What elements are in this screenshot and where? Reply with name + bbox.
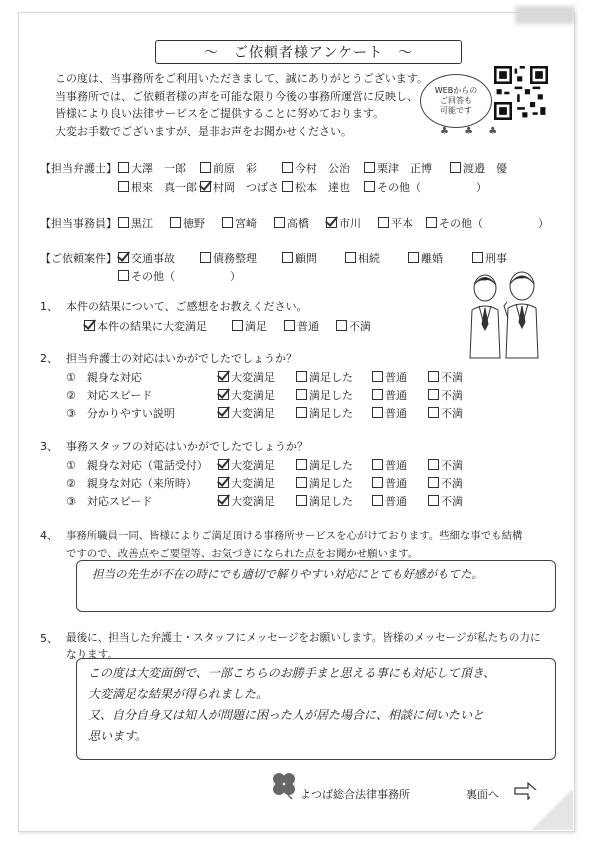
checkbox-icon[interactable]: [428, 459, 439, 470]
q3-row: ③ 対応スピード 大変満足 満足した 普通 不満: [66, 495, 463, 508]
checkbox-icon[interactable]: [274, 217, 285, 228]
question-5-text: なります。: [66, 649, 119, 661]
q3-option[interactable]: 不満: [428, 475, 463, 491]
checked-checkbox-icon[interactable]: [218, 477, 229, 488]
title-text: ～ ご依頼者様アンケート ～: [203, 45, 414, 61]
q2-option[interactable]: 普通: [372, 387, 407, 403]
checkbox-icon[interactable]: [296, 477, 307, 488]
staff-option[interactable]: 徳野: [170, 215, 205, 231]
q1-option[interactable]: 本件の結果に大変満足: [84, 318, 207, 334]
staff-row: [40, 215, 549, 231]
web-answer-bubble: [420, 74, 492, 128]
checkbox-icon[interactable]: [118, 181, 129, 192]
lawyer-option[interactable]: その他（ ）: [364, 179, 487, 195]
checkbox-icon[interactable]: [118, 270, 129, 281]
case-option[interactable]: 債務整理: [200, 250, 257, 266]
bubble-line: WEBからの: [434, 86, 478, 95]
checkbox-icon[interactable]: [372, 389, 383, 400]
checked-checkbox-icon[interactable]: [218, 407, 229, 418]
q2-row: ① 親身な対応 大変満足 満足した 普通 不満: [66, 371, 463, 384]
lawyer-option[interactable]: 村岡 つばさ: [200, 179, 279, 195]
clover-logo-icon: [270, 770, 298, 800]
checkbox-icon[interactable]: [428, 477, 439, 488]
checked-checkbox-icon[interactable]: [218, 371, 229, 382]
checkbox-icon[interactable]: [378, 217, 389, 228]
bubble-line: 可能です: [440, 106, 472, 115]
checkbox-icon[interactable]: [372, 477, 383, 488]
checked-checkbox-icon[interactable]: [218, 389, 229, 400]
lawyer-option[interactable]: 前原 彩: [200, 160, 257, 176]
intro-line: この度は、当事務所をご利用いただきまして、誠にありがとうございます。: [55, 72, 428, 85]
q2-option[interactable]: 満足した: [296, 405, 353, 421]
q2-option[interactable]: 普通: [372, 405, 407, 421]
checkbox-icon[interactable]: [296, 371, 307, 382]
checkbox-icon[interactable]: [296, 407, 307, 418]
checkbox-icon[interactable]: [282, 162, 293, 173]
lawyer-option[interactable]: 大澤 一郎: [118, 160, 186, 176]
checkbox-icon[interactable]: [118, 217, 129, 228]
q3-option[interactable]: 満足した: [296, 493, 353, 509]
case-option[interactable]: 刑事: [472, 250, 507, 266]
checkbox-icon[interactable]: [345, 252, 356, 263]
checkbox-icon[interactable]: [428, 407, 439, 418]
checkbox-icon[interactable]: [200, 162, 211, 173]
checkbox-icon[interactable]: [428, 389, 439, 400]
checked-checkbox-icon[interactable]: [118, 252, 129, 263]
checkbox-icon[interactable]: [282, 252, 293, 263]
q1-option[interactable]: 普通: [284, 318, 319, 334]
question-5-handwritten-line: 思います。: [88, 729, 148, 743]
back-page-label: 裏面へ: [466, 788, 499, 801]
staff-option[interactable]: その他（ ）: [426, 215, 549, 231]
blurred-corner-mark: [515, 6, 575, 24]
q3-option[interactable]: 満足した: [296, 475, 353, 491]
question-5-handwritten-line: 又、自分自身又は知人が問題に困った人が居た場合に、相談に伺いたいと: [88, 708, 485, 722]
checkbox-icon[interactable]: [296, 495, 307, 506]
q2-option[interactable]: 大変満足: [218, 369, 275, 385]
checkbox-icon[interactable]: [336, 320, 347, 331]
q3-option[interactable]: 大変満足: [218, 475, 275, 491]
checked-checkbox-icon[interactable]: [84, 320, 95, 331]
office-name: よつば総合法律事務所: [300, 788, 410, 801]
question-5-handwritten-line: この度は大変面倒で、一部こちらのお勝手まと思える事にも対応して頂き、: [88, 666, 496, 680]
question-4-text: 事務所職員一同、皆様によりご満足頂ける事務所サービスを心がけております。些細な事でも結構: [66, 530, 523, 542]
q3-row: ② 親身な対応（来所時） 大変満足 満足した 普通 不満: [66, 477, 463, 490]
checkbox-icon[interactable]: [364, 162, 375, 173]
question-5-handwritten-line: 大変満足な結果が得られました。: [88, 687, 269, 701]
checkbox-icon[interactable]: [372, 459, 383, 470]
checkbox-icon[interactable]: [408, 252, 419, 263]
checkbox-icon[interactable]: [222, 217, 233, 228]
cases-row-1: [40, 250, 507, 266]
q3-option[interactable]: 不満: [428, 493, 463, 509]
checkbox-icon[interactable]: [284, 320, 295, 331]
lawyers-row-1: [40, 160, 507, 176]
q3-option[interactable]: 大変満足: [218, 493, 275, 509]
question-2-number: 2、: [40, 352, 58, 365]
q2-option[interactable]: 大変満足: [218, 387, 275, 403]
q2-option[interactable]: 満足した: [296, 369, 353, 385]
checkbox-icon[interactable]: [118, 162, 129, 173]
q3-option[interactable]: 不満: [428, 457, 463, 473]
staff-option[interactable]: 市川: [326, 215, 361, 231]
checkbox-icon[interactable]: [372, 495, 383, 506]
q3-option[interactable]: 普通: [372, 475, 407, 491]
lawyers-label: 【担当弁護士】: [40, 162, 117, 175]
lawyer-option[interactable]: 松本 達也: [282, 179, 350, 195]
checkbox-icon[interactable]: [428, 495, 439, 506]
q2-option[interactable]: 不満: [428, 405, 463, 421]
checkbox-icon[interactable]: [296, 459, 307, 470]
page-curl: [530, 790, 573, 830]
q2-row: ② 対応スピード 大変満足 満足した 普通 不満: [66, 389, 463, 402]
clover-decoration: ♣ ♣ ♣: [440, 126, 504, 137]
question-3-text: 事務スタッフの対応はいかがでしたでしょうか？: [66, 440, 308, 453]
lawyer-option[interactable]: 栗津 正博: [364, 160, 432, 176]
question-5-number: 5、: [40, 632, 58, 645]
question-1-options: [84, 318, 371, 334]
q1-option[interactable]: 不満: [336, 318, 371, 334]
case-option[interactable]: その他（ ）: [118, 268, 241, 284]
staff-option[interactable]: 黒江: [118, 215, 153, 231]
question-2-text: 担当弁護士の対応はいかがでしたでしょうか？: [66, 352, 297, 365]
q2-option[interactable]: 大変満足: [218, 405, 275, 421]
checkbox-icon[interactable]: [426, 217, 437, 228]
checkbox-icon[interactable]: [472, 252, 483, 263]
lawyer-option[interactable]: 渡邉 優: [450, 160, 507, 176]
checkbox-icon[interactable]: [372, 371, 383, 382]
checkbox-icon[interactable]: [232, 320, 243, 331]
checked-checkbox-icon[interactable]: [200, 181, 211, 192]
staff-illustration-icon: [460, 268, 550, 360]
q3-option[interactable]: 普通: [372, 493, 407, 509]
question-4-number: 4、: [40, 529, 58, 542]
q2-option[interactable]: 不満: [428, 387, 463, 403]
checkbox-icon[interactable]: [364, 181, 375, 192]
bubble-line: ご回答も: [440, 96, 472, 105]
staff-option[interactable]: 高橋: [274, 215, 309, 231]
lawyer-option[interactable]: 根來 真一郎: [118, 179, 197, 195]
q2-option[interactable]: 満足した: [296, 387, 353, 403]
question-1-text: 本件の結果について、ご感想をお教えください。: [66, 300, 308, 313]
checkbox-icon[interactable]: [200, 252, 211, 263]
checkbox-icon[interactable]: [428, 371, 439, 382]
question-1-number: 1、: [40, 300, 58, 313]
question-4-text: ですので、改善点やご要望等、お気づきになられた点をお聞かせ願います。: [66, 548, 419, 560]
staff-option[interactable]: 宮崎: [222, 215, 257, 231]
q3-option[interactable]: 大変満足: [218, 457, 275, 473]
question-3-number: 3、: [40, 440, 58, 453]
checkbox-icon[interactable]: [282, 181, 293, 192]
staff-option[interactable]: 平本: [378, 215, 413, 231]
case-option[interactable]: 相続: [345, 250, 380, 266]
page-title: [155, 40, 462, 64]
cases-label: 【ご依頼案件】: [40, 252, 117, 265]
checked-checkbox-icon[interactable]: [326, 217, 337, 228]
checkbox-icon[interactable]: [296, 389, 307, 400]
intro-text: [55, 70, 428, 140]
q2-row: ③ 分かりやすい説明 大変満足 満足した 普通 不満: [66, 407, 463, 420]
question-5-text: 最後に、担当した弁護士・スタッフにメッセージをお願いします。皆様のメッセージが私たちの力に: [66, 632, 541, 644]
q1-option[interactable]: 満足: [232, 318, 267, 334]
checkbox-icon[interactable]: [372, 407, 383, 418]
checked-checkbox-icon[interactable]: [218, 459, 229, 470]
lawyer-option[interactable]: 今村 公治: [282, 160, 350, 176]
case-option[interactable]: 顧問: [282, 250, 317, 266]
intro-line: 当事務所では、ご依頼者様の声を可能な限り今後の事務所運営に反映し、: [55, 89, 418, 103]
q3-option[interactable]: 普通: [372, 457, 407, 473]
qr-code-icon[interactable]: [494, 66, 548, 120]
question-4-handwritten-answer: 担当の先生が不在の時にでも適切で解りやすい対応にとても好感がもてた。: [92, 567, 483, 581]
staff-label: 【担当事務員】: [40, 217, 117, 230]
checkbox-icon[interactable]: [450, 162, 461, 173]
case-option[interactable]: 離婚: [408, 250, 443, 266]
checkbox-icon[interactable]: [170, 217, 181, 228]
q3-option[interactable]: 満足した: [296, 457, 353, 473]
q3-row: ① 親身な対応（電話受付） 大変満足 満足した 普通 不満: [66, 459, 463, 472]
q2-option[interactable]: 普通: [372, 369, 407, 385]
intro-line: 大変お手数でございますが、是非お声をお聞かせください。: [55, 124, 352, 138]
q2-option[interactable]: 不満: [428, 369, 463, 385]
intro-line: 皆様により良い法律サービスをご提供することに努めております。: [55, 107, 385, 120]
case-option[interactable]: 交通事故: [118, 250, 175, 266]
checked-checkbox-icon[interactable]: [218, 495, 229, 506]
